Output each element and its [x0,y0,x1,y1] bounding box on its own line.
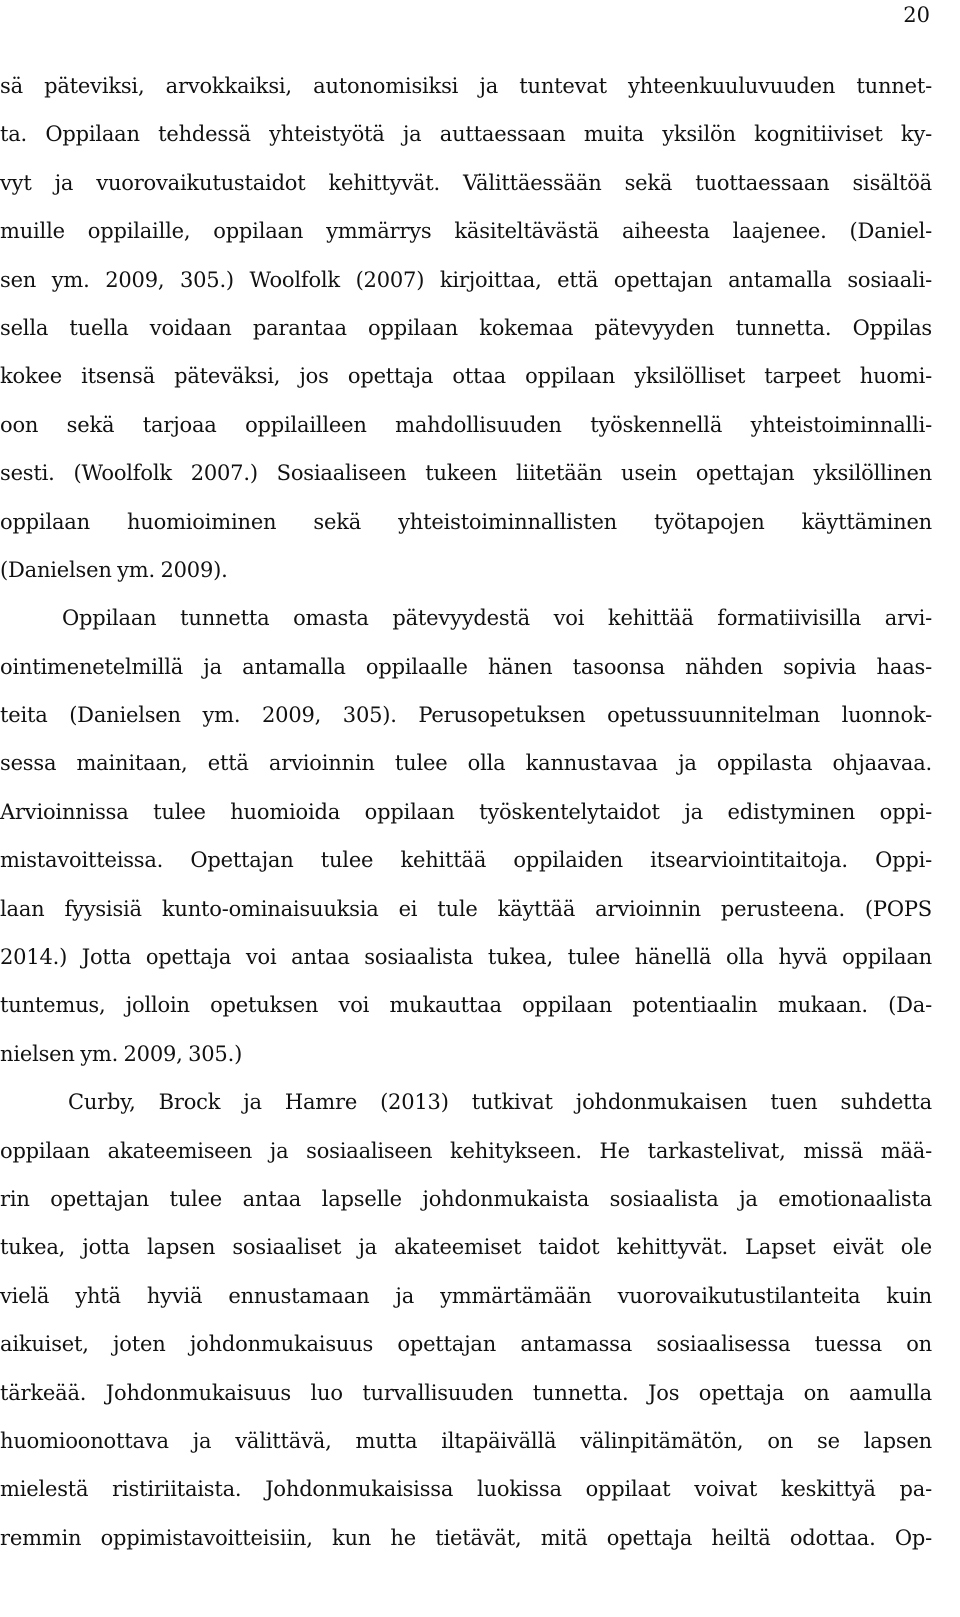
text-line: mistavoitteissa. Opettajan tulee kehittää oppilaiden itsearviointitaitoja. Oppi- [0,848,932,873]
body-text [0,62,932,1562]
text-line: Curby, Brock ja Hamre (2013) tutkivat johdonmukaisen tuen suhdetta [68,1090,932,1115]
text-line: sen ym. 2009, 305.) Woolfolk (2007) kirjoittaa, että opettajan antamalla sosiaali- [0,267,932,292]
paragraph [0,594,932,1078]
text-line: aikuiset, joten johdonmukaisuus opettajan antamassa sosiaalisessa tuessa on [0,1332,932,1357]
text-line: tärkeää. Johdonmukaisuus luo turvallisuuden tunnetta. Jos opettaja on aamulla [0,1380,932,1405]
text-line: vielä yhtä hyviä ennustamaan ja ymmärtämään vuorovaikutustilanteita kuin [0,1283,932,1308]
text-line: tuntemus, jolloin opetuksen voi mukauttaa oppilaan potentiaalin mukaan. (Da- [0,993,932,1018]
text-line: oppilaan huomioiminen sekä yhteistoiminnallisten työtapojen käyttäminen [0,509,932,534]
text-line: oppilaan akateemiseen ja sosiaaliseen kehitykseen. He tarkastelivat, missä mää- [0,1138,932,1163]
text-line: (Danielsen ym. 2009). [0,557,228,582]
text-line: sessa mainitaan, että arvioinnin tulee olla kannustavaa ja oppilasta ohjaavaa. [0,751,932,776]
text-line: vyt ja vuorovaikutustaidot kehittyvät. Välittäessään sekä tuottaessaan sisältöä [0,170,932,195]
text-line: Arvioinnissa tulee huomioida oppilaan työskentelytaidot ja edistyminen oppi- [0,799,932,824]
text-line: muille oppilaille, oppilaan ymmärrys käsiteltävästä aiheesta laajenee. (Daniel- [0,219,932,244]
text-line: laan fyysisiä kunto-ominaisuuksia ei tule käyttää arvioinnin perusteena. (POPS [0,896,932,921]
text-line: nielsen ym. 2009, 305.) [0,1041,243,1066]
text-line: mielestä ristiriitaista. Johdonmukaisissa luokissa oppilaat voivat keskittyä pa- [0,1477,932,1502]
paragraph [0,62,932,594]
text-line: teita (Danielsen ym. 2009, 305). Perusopetuksen opetussuunnitelman luonnok- [0,703,932,728]
text-line: huomioonottava ja välittävä, mutta iltapäivällä välinpitämätön, on se lapsen [0,1428,932,1453]
text-line: 2014.) Jotta opettaja voi antaa sosiaalista tukea, tulee hänellä olla hyvä oppilaan [0,945,932,970]
text-line: sella tuella voidaan parantaa oppilaan kokemaa pätevyyden tunnetta. Oppilas [0,315,932,340]
text-line: tukea, jotta lapsen sosiaaliset ja akateemiset taidot kehittyvät. Lapset eivät ole [0,1235,932,1260]
page-number: 20 [903,3,930,27]
text-line: Oppilaan tunnetta omasta pätevyydestä voi kehittää formatiivisilla arvi- [62,606,932,631]
text-line: rin opettajan tulee antaa lapselle johdonmukaista sosiaalista ja emotionaalista [0,1186,932,1211]
text-line: oon sekä tarjoaa oppilailleen mahdollisuuden työskennellä yhteistoiminnalli- [0,412,932,437]
paragraph [0,1078,932,1562]
text-line: ointimenetelmillä ja antamalla oppilaalle hänen tasoonsa nähden sopivia haas- [0,654,932,679]
text-line: sä päteviksi, arvokkaiksi, autonomisiksi ja tuntevat yhteenkuuluvuuden tunnet- [0,74,932,98]
text-line: remmin oppimistavoitteisiin, kun he tietävät, mitä opettaja heiltä odottaa. Op- [0,1525,932,1550]
text-line: sesti. (Woolfolk 2007.) Sosiaaliseen tukeen liitetään usein opettajan yksilöllinen [0,461,932,486]
text-line: ta. Oppilaan tehdessä yhteistyötä ja auttaessaan muita yksilön kognitiiviset ky- [0,122,932,147]
text-line: kokee itsensä päteväksi, jos opettaja ottaa oppilaan yksilölliset tarpeet huomi- [0,364,932,389]
